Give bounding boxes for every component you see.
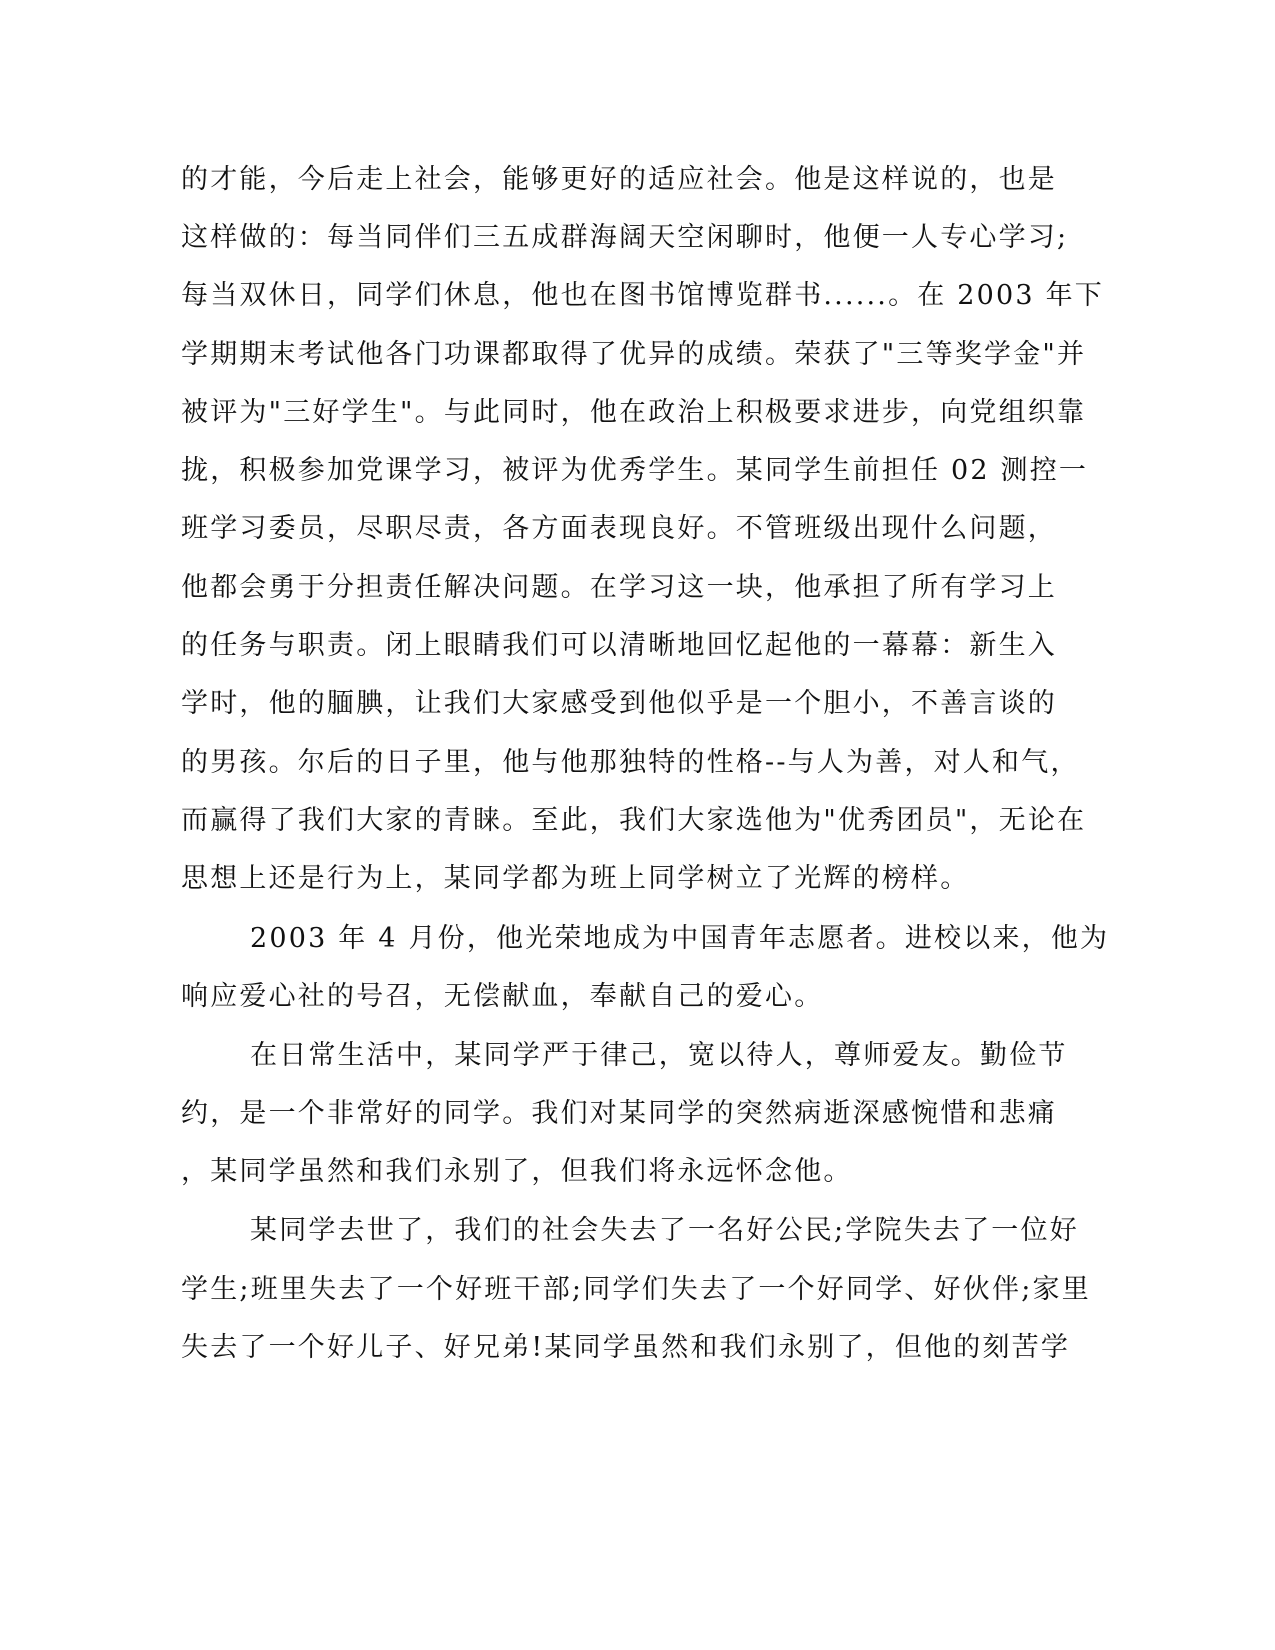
text-line: 的任务与职责。闭上眼睛我们可以清晰地回忆起他的一幕幕：新生入 — [181, 630, 1057, 661]
text-line: 而赢得了我们大家的青睐。至此，我们大家选他为"优秀团员"，无论在 — [181, 805, 1087, 836]
text-line: 失去了一个好儿子、好兄弟!某同学虽然和我们永别了，但他的刻苦学 — [181, 1332, 1071, 1363]
text-line: 每当双休日，同学们休息，他也在图书馆博览群书......。在 2003 年下 — [181, 280, 1104, 311]
text-line: 被评为"三好学生"。与此同时，他在政治上积极要求进步，向党组织靠 — [181, 397, 1087, 428]
text-line: 他都会勇于分担责任解决问题。在学习这一块，他承担了所有学习上 — [181, 572, 1057, 603]
text-line: 学时，他的腼腆，让我们大家感受到他似乎是一个胆小，不善言谈的 — [181, 688, 1057, 719]
text-line: 拢，积极参加党课学习，被评为优秀学生。某同学生前担任 02 测控一 — [181, 455, 1089, 486]
text-line: 的才能，今后走上社会，能够更好的适应社会。他是这样说的，也是 — [181, 164, 1057, 195]
text-line: 思想上还是行为上，某同学都为班上同学树立了光辉的榜样。 — [181, 863, 970, 894]
text-line: ，某同学虽然和我们永别了，但我们将永远怀念他。 — [181, 1156, 853, 1187]
paragraph-first-line: 某同学去世了，我们的社会失去了一名好公民;学院失去了一位好 — [250, 1215, 1079, 1246]
text-line: 响应爱心社的号召，无偿献血，奉献自己的爱心。 — [181, 981, 824, 1012]
text-line: 学生;班里失去了一个好班干部;同学们失去了一个好同学、好伙伴;家里 — [181, 1274, 1091, 1305]
text-line: 约，是一个非常好的同学。我们对某同学的突然病逝深感惋惜和悲痛 — [181, 1098, 1057, 1129]
text-line: 的男孩。尔后的日子里，他与他那独特的性格--与人为善，对人和气， — [181, 747, 1080, 778]
paragraph-first-line: 2003 年 4 月份，他光荣地成为中国青年志愿者。进校以来，他为 — [250, 923, 1110, 954]
text-line: 学期期末考试他各门功课都取得了优异的成绩。荣获了"三等奖学金"并 — [181, 339, 1087, 370]
text-line: 班学习委员，尽职尽责，各方面表现良好。不管班级出现什么问题， — [181, 513, 1057, 544]
paragraph-first-line: 在日常生活中，某同学严于律己，宽以待人，尊师爱友。勤俭节 — [250, 1040, 1068, 1071]
text-line: 这样做的：每当同伴们三五成群海阔天空闲聊时，他便一人专心学习; — [181, 222, 1069, 253]
